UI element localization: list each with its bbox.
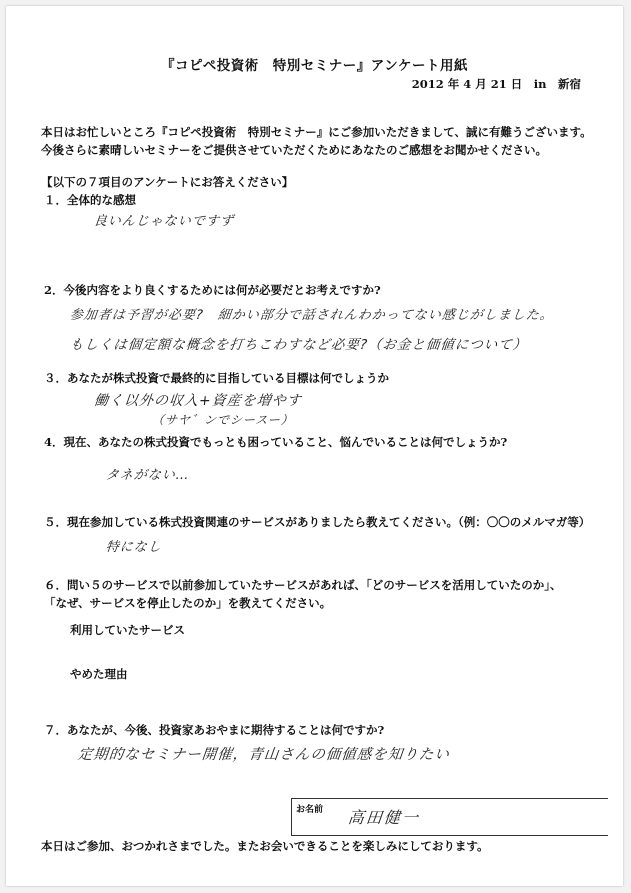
answer-5: 特になし <box>105 540 163 555</box>
answer-2-line-1: 参加者は予習が必要? 細かい部分で話されんわかってない感じがしました。 <box>69 308 555 323</box>
answer-4: タネがない… <box>105 468 191 483</box>
used-service-label: 利用していたサービス <box>70 623 185 637</box>
survey-sheet <box>6 6 623 886</box>
page-title: 『コピペ投資術 特別セミナー』アンケート用紙 <box>161 58 468 74</box>
answer-3-line-1: 働く以外の収入+資産を増やす <box>93 393 303 409</box>
intro-line-1: 本日はお忙しいところ『コピペ投資術 特別セミナー』にご参加いただきまして、誠に有難うございます。 <box>41 125 592 139</box>
name-box <box>291 798 608 836</box>
answer-2-line-2: もしくは個定額な概念を打ちこわすなど必要?（お金と価値について） <box>68 337 529 353</box>
question-1: １．全体的な感想 <box>44 193 136 207</box>
reason-stopped-label: やめた理由 <box>70 667 128 681</box>
answer-7: 定期的なセミナー開催，青山さんの価値感を知りたい <box>77 747 451 763</box>
answer-1: 良いんじゃないですず <box>93 214 235 229</box>
question-5: ５．現在参加している株式投資関連のサービスがありましたら教えてください。（例：〇〇のメルマガ等） <box>44 515 591 529</box>
question-2: 2．今後内容をより良くするためには何が必要だとお考えですか? <box>44 283 381 297</box>
question-6-line-2: 「なぜ、サービスを停止したのか」を教えてください。 <box>44 596 332 610</box>
section-header: 【以下の７項目のアンケートにお答えください】 <box>41 175 294 189</box>
question-7: ７．あなたが、今後、投資家あおやまに期待することは何ですか? <box>44 723 385 737</box>
intro-line-2: 今後さらに素晴しいセミナーをご提供させていただくためにあなたのご感想をお聞かせください。 <box>41 143 547 157</box>
closing-message: 本日はご参加、おつかれさまでした。またお会いできることを楽しみにしております。 <box>41 839 489 853</box>
name-label: お名前 <box>296 805 324 815</box>
question-6: ６．問い５のサービスで以前参加していたサービスがあれば、「どのサービスを活用していたのか」、 <box>44 578 562 592</box>
answer-3-line-2: （サヤ゛ンでシースー） <box>151 413 295 427</box>
date-location: 2012 年 4 月 21 日 in 新宿 <box>411 77 581 91</box>
name-value: 高田健一 <box>346 808 421 827</box>
question-3: ３．あなたが株式投資で最終的に目指している目標は何でしょうか <box>44 371 389 385</box>
question-4: 4．現在、あなたの株式投資でもっとも困っていること、悩んでいることは何でしょうか? <box>44 435 508 449</box>
